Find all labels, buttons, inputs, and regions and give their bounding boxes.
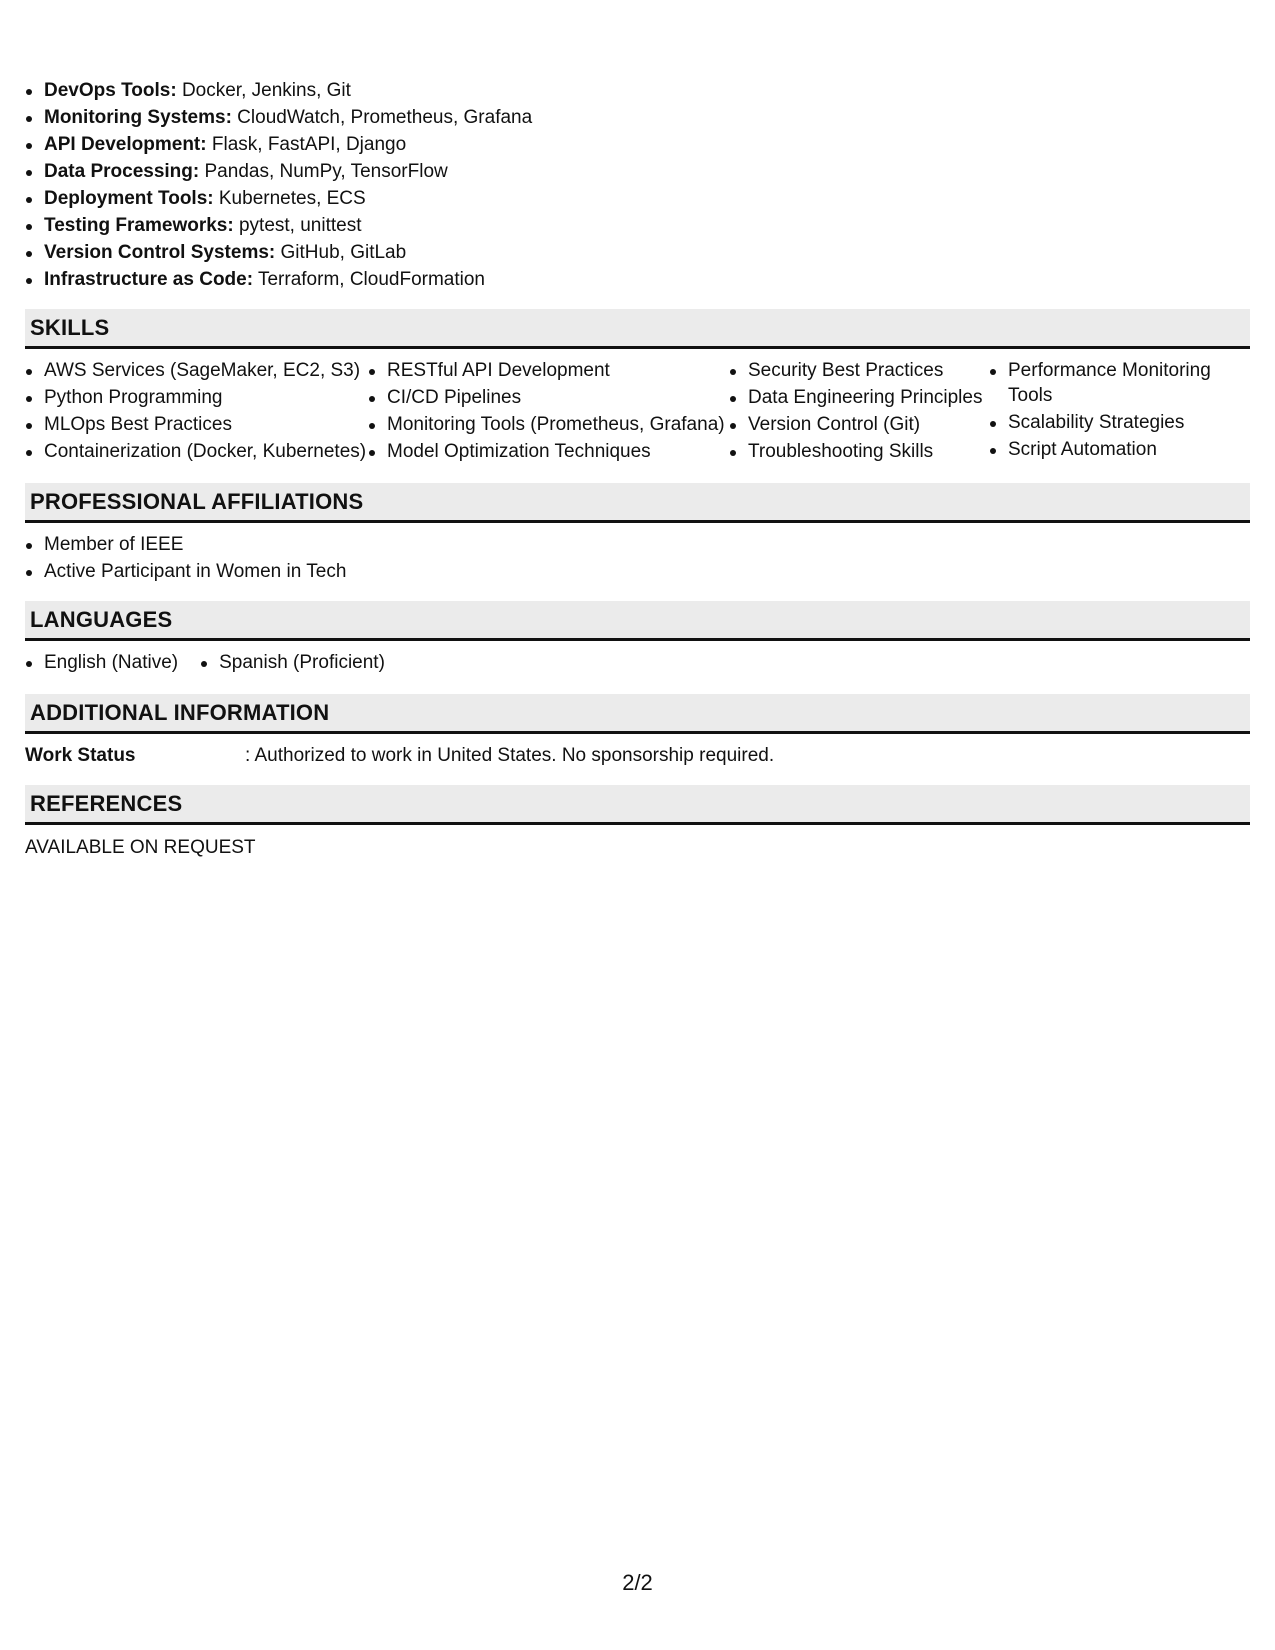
list-item xyxy=(25,267,1250,292)
list-item: Member of IEEE xyxy=(25,532,1250,557)
list-item xyxy=(25,159,1250,184)
resume-page xyxy=(25,78,1250,860)
list-item: AWS Services (SageMaker, EC2, S3) xyxy=(25,358,368,383)
list-item xyxy=(25,105,1250,130)
section-title: PROFESSIONAL AFFILIATIONS xyxy=(30,488,364,514)
list-item: RESTful API Development xyxy=(368,358,729,383)
list-item: Python Programming xyxy=(25,385,368,410)
list-item: Spanish (Proficient) xyxy=(200,650,385,675)
section-header-skills xyxy=(25,309,1250,349)
list-item: Containerization (Docker, Kubernetes) xyxy=(25,439,368,464)
skills-column-1 xyxy=(25,358,368,466)
tool-category-value: Pandas, NumPy, TensorFlow xyxy=(199,161,448,182)
work-status-row xyxy=(25,743,1250,768)
affiliations-list xyxy=(25,532,1250,584)
tool-category-label: Version Control Systems: xyxy=(44,242,276,263)
list-item: Model Optimization Techniques xyxy=(368,439,729,464)
section-title: ADDITIONAL INFORMATION xyxy=(30,699,330,725)
list-item: Security Best Practices xyxy=(729,358,989,383)
list-item: Active Participant in Women in Tech xyxy=(25,559,1250,584)
references-text: AVAILABLE ON REQUEST xyxy=(25,837,256,858)
list-item: Monitoring Tools (Prometheus, Grafana) xyxy=(368,412,729,437)
section-header-additional-information xyxy=(25,694,1250,734)
list-item xyxy=(25,186,1250,211)
languages-list xyxy=(25,650,407,677)
list-item: Performance Monitoring Tools xyxy=(989,358,1250,408)
skills-column-2 xyxy=(368,358,729,466)
section-header-affiliations xyxy=(25,483,1250,523)
tool-category-label: DevOps Tools: xyxy=(44,80,177,101)
list-item xyxy=(25,78,1250,103)
tool-category-label: Monitoring Systems: xyxy=(44,107,232,128)
skills-grid xyxy=(25,358,1250,466)
skills-column-4 xyxy=(989,358,1250,466)
list-item: Scalability Strategies xyxy=(989,410,1250,435)
tool-category-label: Deployment Tools: xyxy=(44,188,214,209)
tool-category-label: API Development: xyxy=(44,134,207,155)
work-status-label: Work Status xyxy=(25,745,136,766)
list-item: MLOps Best Practices xyxy=(25,412,368,437)
list-item xyxy=(25,132,1250,157)
section-title: SKILLS xyxy=(30,314,110,340)
section-header-languages xyxy=(25,601,1250,641)
tool-category-value: GitHub, GitLab xyxy=(275,242,407,263)
list-item: Troubleshooting Skills xyxy=(729,439,989,464)
technical-tools-list xyxy=(25,78,1250,292)
tool-category-value: Kubernetes, ECS xyxy=(213,188,366,209)
list-item: English (Native) xyxy=(25,650,178,675)
list-item xyxy=(25,240,1250,265)
tool-category-value: Terraform, CloudFormation xyxy=(253,269,485,290)
tool-category-value: Flask, FastAPI, Django xyxy=(206,134,407,155)
tool-category-label: Infrastructure as Code: xyxy=(44,269,254,290)
page-number: 2/2 xyxy=(622,1570,653,1595)
tool-category-value: CloudWatch, Prometheus, Grafana xyxy=(231,107,533,128)
list-item xyxy=(25,213,1250,238)
section-title: REFERENCES xyxy=(30,790,183,816)
tool-category-value: pytest, unittest xyxy=(233,215,362,236)
tool-category-label: Testing Frameworks: xyxy=(44,215,234,236)
list-item: Version Control (Git) xyxy=(729,412,989,437)
section-header-references xyxy=(25,785,1250,825)
list-item: Script Automation xyxy=(989,437,1250,462)
languages-row xyxy=(25,650,1250,677)
list-item: CI/CD Pipelines xyxy=(368,385,729,410)
list-item: Data Engineering Principles xyxy=(729,385,989,410)
skills-column-3 xyxy=(729,358,989,466)
section-title: LANGUAGES xyxy=(30,606,173,632)
work-status-value: : Authorized to work in United States. No sponsorship required. xyxy=(245,745,775,766)
tool-category-value: Docker, Jenkins, Git xyxy=(176,80,351,101)
tool-category-label: Data Processing: xyxy=(44,161,200,182)
